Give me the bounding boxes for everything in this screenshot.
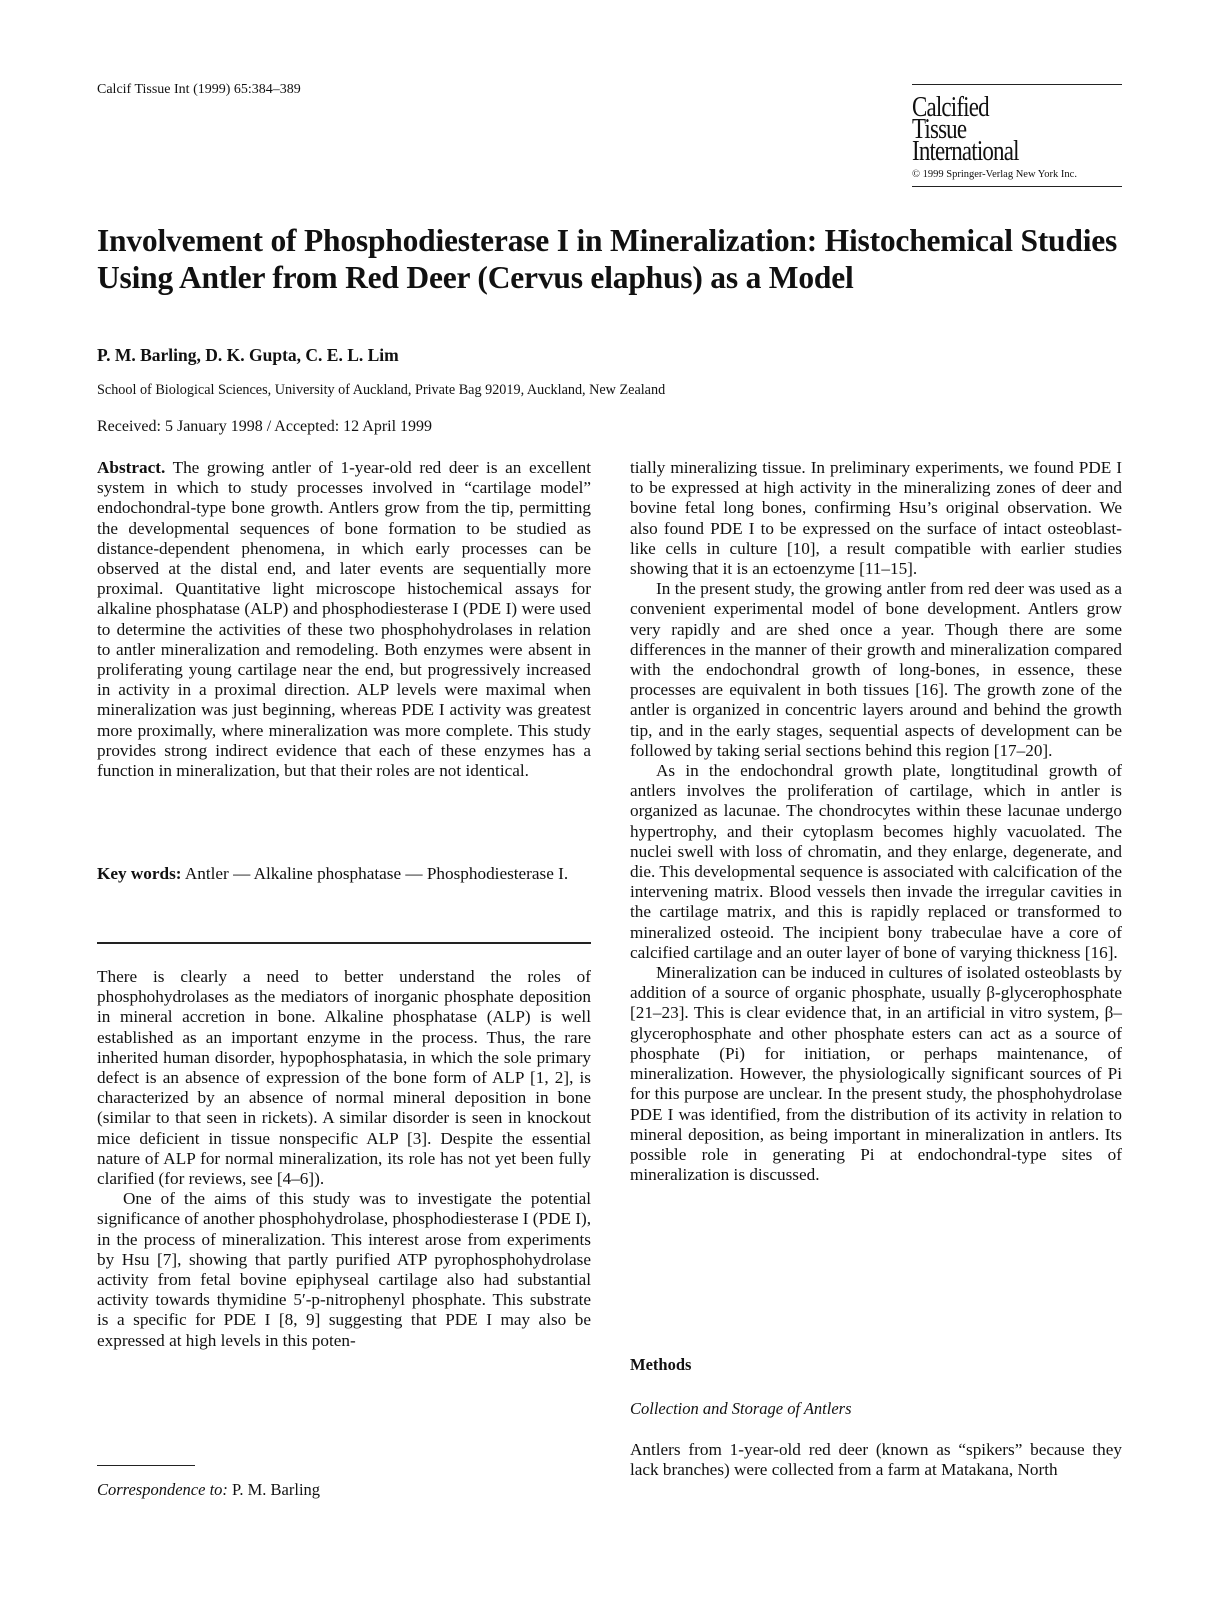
keywords-label: Key words: <box>97 864 182 883</box>
logo-line-2: Tissue <box>912 114 967 145</box>
intro-paragraph-4: In the present study, the growing antler from red deer was used as a convenient experimental model of bone development. Antlers grow very rapidly and are shed once a year. Though there are some differences in the manner of their growth and mineralization compared with the endochondral growth of long-bones, in essence, these processes are equivalent in both tissues [16]. The growth zone of the antler is organized in concentric layers around and behind the growth tip, and in the early stages, sequential aspects of development can be followed by taking serial sections behind this region [17–20]. <box>630 579 1122 760</box>
keywords-text: Antler — Alkaline phosphatase — Phosphodiesterase I. <box>184 864 569 883</box>
footnote-rule <box>97 1465 195 1466</box>
received-dates: Received: 5 January 1998 / Accepted: 12 April 1999 <box>97 418 433 435</box>
correspondence-note <box>97 1480 320 1500</box>
article-title: Involvement of Phosphodiesterase I in Mineralization: Histochemical Studies Using Antler from Red Deer (Cervus elaphus) as a Model <box>97 223 1118 295</box>
copyright-notice: © 1999 Springer-Verlag New York Inc. <box>912 169 1077 180</box>
intro-left-column <box>97 967 591 1351</box>
keywords-block <box>97 864 591 884</box>
methods-paragraph: Antlers from 1-year-old red deer (known as “spikers” because they lack branches) were collected from a farm at Matakana, North <box>630 1440 1122 1480</box>
journal-logo <box>912 84 1122 187</box>
affiliation: School of Biological Sciences, University of Auckland, Private Bag 92019, Auckland, New Zealand <box>97 382 666 398</box>
abstract-block <box>97 458 591 781</box>
intro-right-column <box>630 458 1122 1185</box>
methods-heading: Methods <box>630 1355 692 1374</box>
correspondence-label: Correspondence to: <box>97 1480 228 1499</box>
abstract-label: Abstract. <box>97 458 166 477</box>
correspondence-name: P. M. Barling <box>232 1480 321 1499</box>
logo-line-1: Calcified <box>912 92 989 123</box>
section-divider <box>97 942 591 944</box>
abstract-text: The growing antler of 1-year-old red deer is an excellent system in which to study processes involved in “cartilage model” endochondral-type bone growth. Antlers grow from the tip, permitting the developmental sequences of bone formation to be studied as distance-dependent phenomena, in which early processes can be observed at the distal end, and later events are sequentially more proximal. Quantitative light microscope histochemical assays for alkaline phosphatase (ALP) and phosphodiesterase I (PDE I) were used to determine the activities of these two phosphohydrolases in relation to antler mineralization and remodeling. Both enzymes were absent in proliferating young cartilage near the end, but progressively increased in activity in a proximal direction. ALP levels were maximal when mineralization was just beginning, whereas PDE I activity was greatest more proximally, where mineralization was more complete. This study provides strong indirect evidence that each of these enzymes has a function in mineralization, but that their roles are not identical. <box>97 458 591 781</box>
intro-paragraph-1: There is clearly a need to better understand the roles of phosphohydrolases as the mediators of inorganic phosphate deposition in mineral accretion in bone. Alkaline phosphatase (ALP) is well established as an important enzyme in the process. Thus, the rare inherited human disorder, hypophosphatasia, in which the sole primary defect is an absence of expression of the bone form of ALP [1, 2], is characterized by an absence of normal mineral deposition in bone (similar to that seen in rickets). A similar disorder is seen in knockout mice deficient in tissue nonspecific ALP [3]. Despite the essential nature of ALP for normal mineralization, its role has not yet been fully clarified (for reviews, see [4–6]). <box>97 967 591 1189</box>
intro-paragraph-2: One of the aims of this study was to investigate the potential significance of another phosphohydrolase, phosphodiesterase I (PDE I), in the process of mineralization. This interest arose from experiments by Hsu [7], showing that partly purified ATP pyrophosphohydrolase activity from fetal bovine epiphyseal cartilage also had substantial activity towards thymidine 5′-p-nitrophenyl phosphate. This substrate is a specific for PDE I [8, 9] suggesting that PDE I may also be expressed at high levels in this poten- <box>97 1189 592 1350</box>
intro-paragraph-5: As in the endochondral growth plate, longtitudinal growth of antlers involves the proliferation of cartilage, which in antler is organized as lacunae. The chondrocytes within these lacunae undergo hypertrophy, and their cytoplasm becomes highly vacuolated. The nuclei swell with loss of chromatin, and they enlarge, degenerate, and die. This developmental sequence is associated with calcification of the intervening matrix. Blood vessels then invade the irregular cavities in the cartilage matrix, and this is rapidly replaced or transformed to mineralized osteoid. The incipient bony trabeculae have a core of calcified cartilage and an outer layer of bone of varying thickness [16]. <box>630 761 1122 962</box>
intro-paragraph-3: tially mineralizing tissue. In preliminary experiments, we found PDE I to be expressed at high activity in the mineralizing zones of deer and bovine fetal long bones, confirming Hsu’s original observation. We also found PDE I to be expressed on the surface of intact osteoblast-like cells in culture [10], a result compatible with earlier studies showing that it is an ectoenzyme [11–15]. <box>630 458 1122 579</box>
intro-paragraph-6: Mineralization can be induced in cultures of isolated osteoblasts by addition of a source of organic phosphate, usually β-glycerophosphate [21–23]. This is clear evidence that, in an artificial in vitro system, β–glycerophosphate and other phosphate esters can act as a source of phosphate (Pi) for initiation, or perhaps maintenance, of mineralization. However, the physiologically significant sources of Pi for this purpose are unclear. In the present study, the phosphohydrolase PDE I was identified, from the distribution of its activity in relation to mineral deposition, as being important in mineralization in antlers. Its possible role in generating Pi at endochondral-type sites of mineralization is discussed. <box>630 963 1122 1185</box>
author-list: P. M. Barling, D. K. Gupta, C. E. L. Lim <box>97 345 399 365</box>
journal-citation: Calcif Tissue Int (1999) 65:384–389 <box>97 82 301 97</box>
subsection-heading: Collection and Storage of Antlers <box>630 1399 852 1418</box>
logo-line-3: International <box>912 136 1019 167</box>
